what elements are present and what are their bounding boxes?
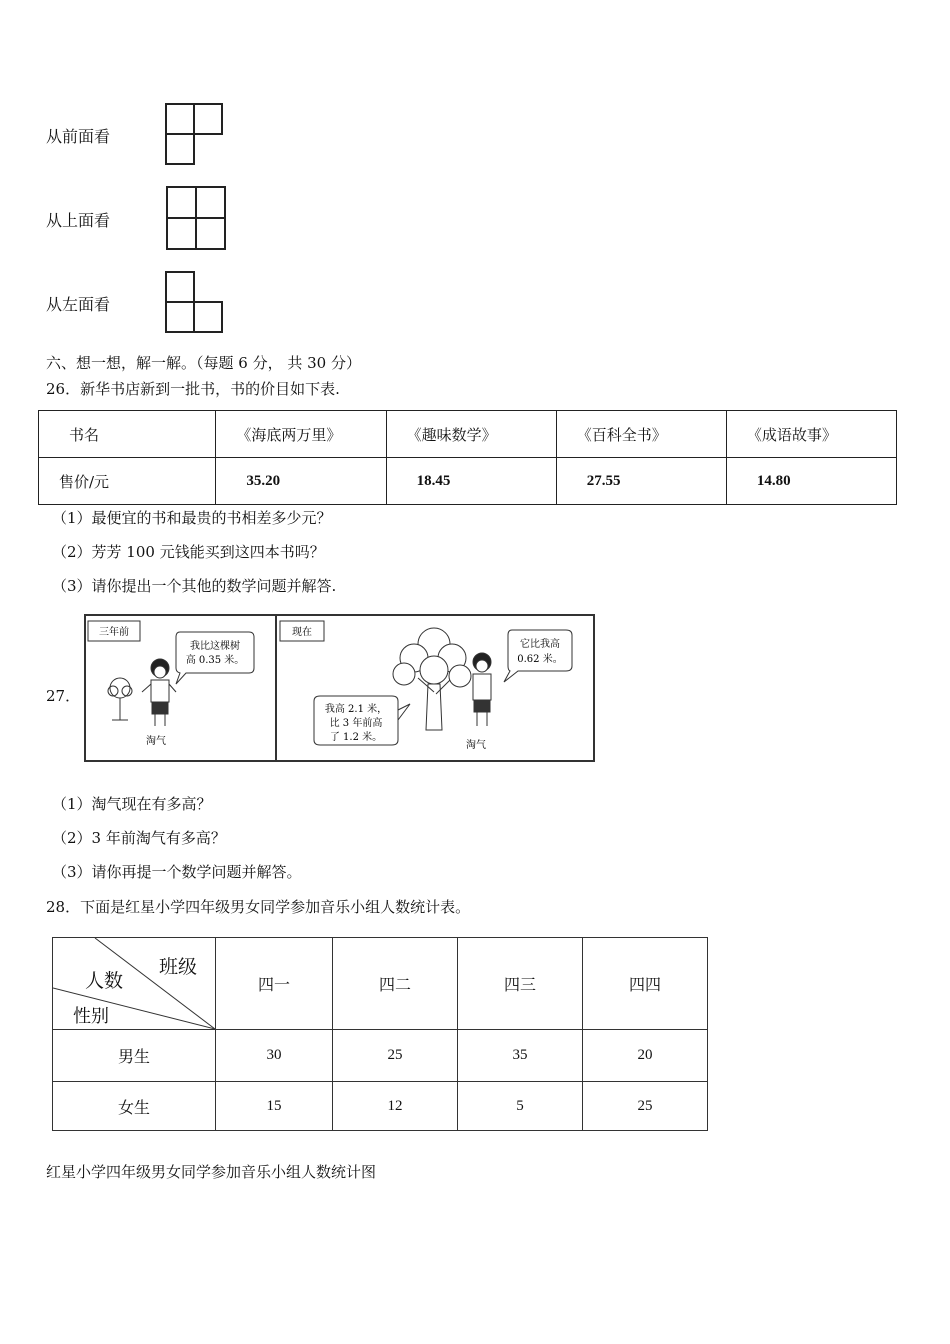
count-cell: 12	[333, 1082, 458, 1131]
chart-caption: 红星小学四年级男女同学参加音乐小组人数统计图	[46, 1163, 377, 1181]
row-label-girls: 女生	[53, 1082, 216, 1131]
q27-comic-strip	[84, 612, 596, 764]
bubble-text: 比 3 年前高	[329, 718, 383, 729]
book-title-cell: 《趣味数学》	[386, 411, 556, 458]
corner-label-count: 人数	[85, 970, 124, 992]
bubble-text: 高 0.35 米。	[185, 655, 245, 666]
view-label-front: 从前面看	[46, 127, 111, 146]
question-27-part-3: （3）请你再提一个数学问题并解答。	[52, 863, 302, 881]
character-name: 淘气	[466, 740, 486, 751]
table-row	[53, 1030, 708, 1082]
table-row	[53, 938, 708, 1030]
question-28-stem: 28．下面是红星小学四年级男女同学参加音乐小组人数统计表。	[46, 898, 471, 916]
question-26-stem: 26．新华书店新到一批书，书的价目如下表.	[46, 380, 340, 398]
count-cell: 30	[216, 1030, 333, 1082]
diagonal-header-cell	[53, 938, 216, 1030]
class-header: 四二	[333, 938, 458, 1030]
price-label-cell: 售价/元	[39, 458, 216, 505]
view-label-left: 从左面看	[46, 295, 111, 314]
price-cell: 35.20	[216, 458, 386, 505]
front-view-figure	[160, 100, 226, 168]
count-cell: 25	[333, 1030, 458, 1082]
book-title-cell: 《成语故事》	[726, 411, 896, 458]
question-27-number: 27．	[46, 687, 81, 705]
question-26-part-2: （2）芳芳 100 元钱能买到这四本书吗？	[52, 543, 325, 561]
count-cell: 35	[458, 1030, 583, 1082]
price-cell: 27.55	[556, 458, 726, 505]
table-row	[53, 1082, 708, 1131]
corner-label-class: 班级	[159, 956, 198, 978]
table-row	[39, 458, 897, 505]
large-tree-icon	[393, 628, 471, 730]
character-name: 淘气	[146, 736, 166, 747]
question-27-part-1: （1）淘气现在有多高？	[52, 795, 212, 813]
boy-icon	[142, 659, 176, 726]
question-27-part-2: （2）3 年前淘气有多高？	[52, 829, 226, 847]
bubble-text: 我比这棵树	[190, 641, 240, 652]
bubble-text: 了 1.2 米。	[329, 732, 383, 743]
bubble-text: 我高 2.1 米，	[324, 704, 388, 715]
count-cell: 20	[583, 1030, 708, 1082]
panel-tag-past: 三年前	[99, 627, 129, 638]
question-26-part-3: （3）请你提出一个其他的数学问题并解答.	[52, 577, 337, 595]
panel-tag-now: 现在	[292, 627, 312, 638]
class-header: 四一	[216, 938, 333, 1030]
header-cell: 书名	[39, 411, 216, 458]
count-cell: 15	[216, 1082, 333, 1131]
left-view-figure	[160, 268, 228, 338]
section-heading: 六、想一想，解一解。（每题 6 分， 共 30 分）	[46, 354, 361, 372]
price-cell: 18.45	[386, 458, 556, 505]
question-26-part-1: （1）最便宜的书和最贵的书相差多少元？	[52, 509, 332, 527]
book-price-table	[38, 410, 897, 505]
small-tree-icon	[108, 678, 132, 720]
boy-icon	[473, 653, 491, 726]
music-group-table	[52, 937, 708, 1131]
corner-label-gender: 性别	[73, 1006, 109, 1027]
bubble-text: 0.62 米。	[517, 654, 563, 665]
book-title-cell: 《海底两万里》	[216, 411, 386, 458]
view-label-top: 从上面看	[46, 211, 111, 230]
row-label-boys: 男生	[53, 1030, 216, 1082]
bubble-text: 它比我高	[520, 639, 560, 650]
table-row	[39, 411, 897, 458]
top-view-figure	[160, 184, 230, 254]
class-header: 四四	[583, 938, 708, 1030]
count-cell: 25	[583, 1082, 708, 1131]
price-cell: 14.80	[726, 458, 896, 505]
book-title-cell: 《百科全书》	[556, 411, 726, 458]
count-cell: 5	[458, 1082, 583, 1131]
class-header: 四三	[458, 938, 583, 1030]
